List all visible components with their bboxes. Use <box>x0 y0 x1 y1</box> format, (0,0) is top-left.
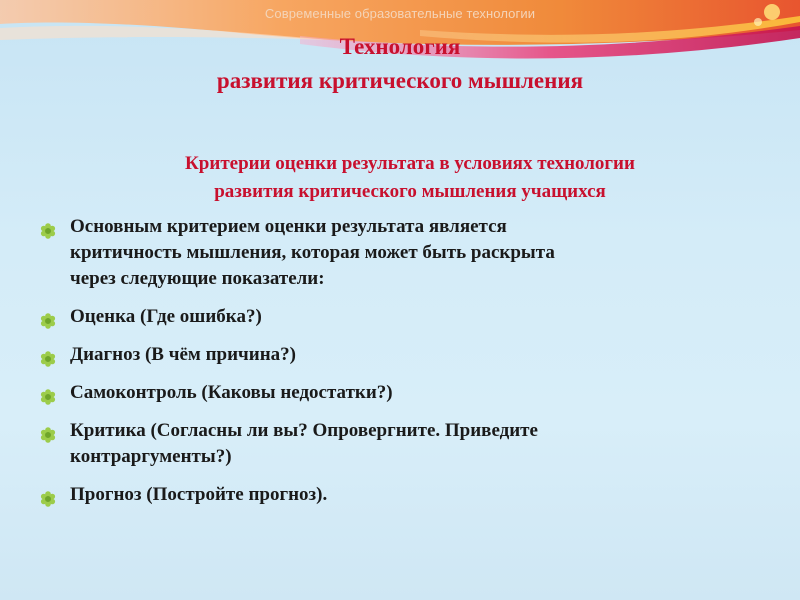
green-flower-bullet-icon <box>40 427 56 443</box>
green-flower-bullet-icon <box>40 313 56 329</box>
green-flower-bullet-icon <box>40 351 56 367</box>
bullet-text-line: Диагноз (В чём причина?) <box>70 344 296 365</box>
bullet-text-line: контраргументы?) <box>70 446 232 467</box>
bullet-item <box>40 214 780 292</box>
bullet-item <box>40 418 780 470</box>
bullet-item <box>40 304 780 330</box>
bullet-item <box>40 482 780 508</box>
slide-subtitle-line-2: развития критического мышления учащихся <box>214 181 606 202</box>
bullet-text-line: через следующие показатели: <box>70 268 325 289</box>
bullet-text-line: Оценка (Где ошибка?) <box>70 306 262 327</box>
green-flower-bullet-icon <box>40 223 56 239</box>
green-flower-bullet-icon <box>40 491 56 507</box>
bullet-text-line: Критика (Согласны ли вы? Опровергните. Приведите <box>70 420 538 441</box>
slide-subtitle <box>60 150 760 206</box>
slide-title <box>0 30 800 98</box>
slide-title-line-2: развития критического мышления <box>216 68 584 93</box>
slide-subtitle-line-1: Критерии оценки результата в условиях технологии <box>185 153 635 174</box>
bullet-text-line: Прогноз (Постройте прогноз). <box>70 484 328 505</box>
green-flower-bullet-icon <box>40 389 56 405</box>
bullet-item <box>40 342 780 368</box>
header-caption: Современные образовательные технологии <box>264 6 536 21</box>
bullet-list <box>40 214 780 520</box>
slide-title-line-1: Технология <box>339 34 461 59</box>
bullet-text-line: критичность мышления, которая может быть раскрыта <box>70 242 555 263</box>
bullet-item <box>40 380 780 406</box>
bullet-text-line: Основным критерием оценки результата является <box>70 216 507 237</box>
bullet-text-line: Самоконтроль (Каковы недостатки?) <box>70 382 393 403</box>
